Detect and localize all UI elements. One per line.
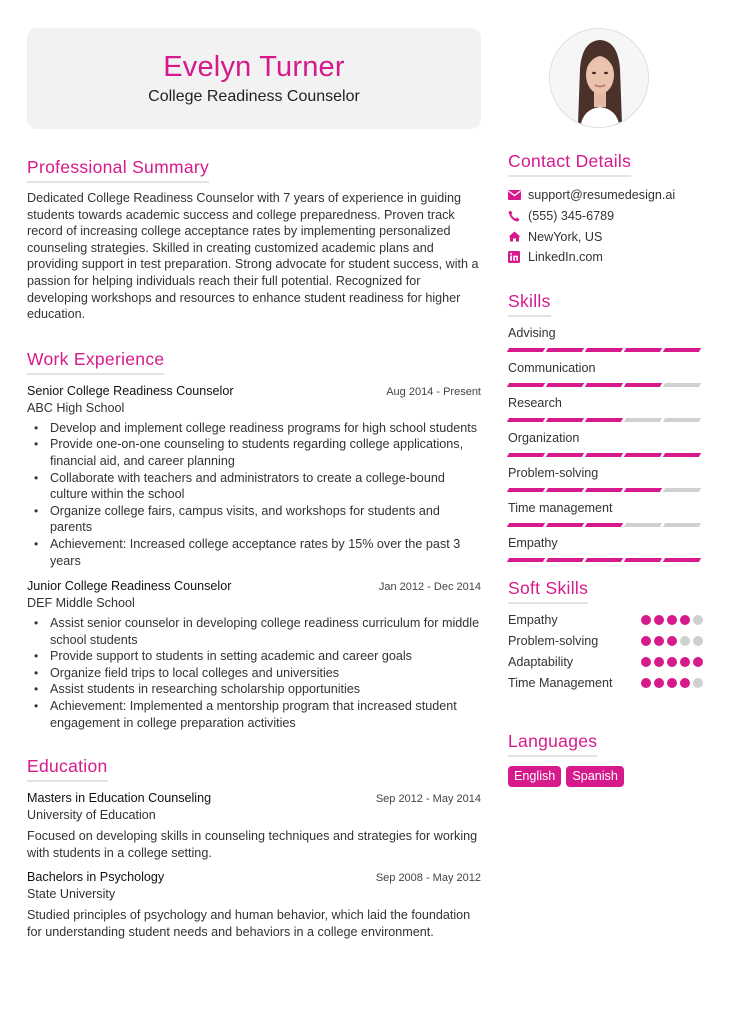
degree-title: Bachelors in Psychology [27, 870, 165, 885]
rating-dot-empty [693, 678, 703, 688]
skill-segment-filled [507, 453, 545, 457]
education-entry [27, 790, 481, 861]
skill-segment-filled [585, 383, 623, 387]
bullet-item: • Provide support to students in setting academic and career goals [27, 648, 481, 665]
contact-phone-text: (555) 345-6789 [528, 209, 615, 224]
degree-title: Masters in Education Counseling [27, 791, 212, 806]
soft-skill-item [508, 673, 703, 694]
degree-description: Focused on developing skills in counseling techniques and strategies for working with students in a college setting. [27, 829, 478, 860]
skill-segment-filled [507, 558, 545, 562]
job-entry-date: Jan 2012 - Dec 2014 [378, 581, 481, 594]
soft-skill-name: Time Management [508, 676, 613, 691]
skill-level-bar [508, 418, 703, 423]
job-title: College Readiness Counselor [148, 88, 360, 105]
skill-segment-filled [585, 453, 623, 457]
skill-segment-filled [546, 348, 584, 352]
contact-email[interactable] [508, 185, 703, 206]
soft-skill-rating [641, 678, 703, 688]
contact-linkedin-text: LinkedIn.com [528, 250, 603, 265]
skill-segment-filled [546, 383, 584, 387]
skill-name: Time management [508, 500, 613, 515]
bullet-item: • Achievement: Implemented a mentorship program that increased student engagement in college preparation activities [27, 698, 481, 731]
section-heading: Education [27, 755, 108, 782]
languages-section [508, 730, 703, 787]
skill-item [508, 430, 703, 458]
skill-level-bar [508, 523, 703, 528]
linkedin-icon [508, 251, 528, 263]
skill-item [508, 535, 703, 563]
summary-text: Dedicated College Readiness Counselor with 7 years of experience in guiding students towards academic success and college preparedness. Proven track record of increasing college acceptance rates by implementing personalized counseling strategies. Skilled in creating customized academic plans and providing support in test preparation. Strong advocate for student success, with a passion for helping individuals reach their full potential. Recognized for developing workshops and resources to enhance student readiness for higher education. [27, 191, 479, 322]
rating-dot-filled [641, 615, 651, 625]
degree-date: Sep 2012 - May 2014 [375, 793, 481, 806]
skill-name: Advising [508, 325, 556, 340]
language-badge: English [508, 766, 561, 787]
skill-segment-filled [624, 558, 662, 562]
education-entry [27, 869, 481, 940]
header-card [27, 28, 481, 129]
contact-email-text: support@resumedesign.ai [528, 188, 676, 203]
bullet-item: • Achievement: Increased college acceptance rates by 15% over the past 3 years [27, 536, 481, 569]
main-column [27, 156, 481, 941]
rating-dot-filled [654, 615, 664, 625]
skill-segment-filled [663, 558, 701, 562]
job-entry-title: Senior College Readiness Counselor [27, 383, 234, 398]
soft-skill-rating [641, 615, 703, 625]
bullet-item: • Assist senior counselor in developing college readiness curriculum for middle school students [27, 615, 481, 648]
rating-dot-filled [641, 678, 651, 688]
soft-skill-rating [641, 657, 703, 667]
skill-item [508, 360, 703, 388]
skill-name: Empathy [508, 535, 558, 550]
section-heading: Professional Summary [27, 156, 209, 183]
skill-segment-filled [507, 523, 545, 527]
skill-segment-filled [585, 418, 623, 422]
rating-dot-filled [654, 636, 664, 646]
degree-date: Sep 2008 - May 2012 [375, 872, 481, 885]
skill-item [508, 395, 703, 423]
rating-dot-filled [693, 657, 703, 667]
skill-item [508, 325, 703, 353]
soft-skill-item [508, 610, 703, 631]
rating-dot-empty [680, 636, 690, 646]
soft-skill-name: Adaptability [508, 655, 574, 670]
language-badge: Spanish [566, 766, 624, 787]
job-entry [27, 383, 481, 569]
profile-photo [549, 28, 649, 128]
contact-location [508, 226, 703, 247]
skill-segment-filled [585, 488, 623, 492]
skill-segment-filled [546, 418, 584, 422]
skill-segment-filled [507, 348, 545, 352]
skill-segment-filled [546, 453, 584, 457]
skill-segment-empty [624, 418, 662, 422]
skill-segment-filled [507, 488, 545, 492]
skill-segment-filled [546, 558, 584, 562]
skill-segment-filled [624, 488, 662, 492]
skill-level-bar [508, 488, 703, 493]
skill-segment-filled [663, 348, 701, 352]
skill-level-bar [508, 383, 703, 388]
education-section [27, 755, 481, 940]
skill-segment-filled [624, 453, 662, 457]
soft-skill-name: Empathy [508, 613, 558, 628]
skill-segment-filled [546, 488, 584, 492]
soft-skill-name: Problem-solving [508, 634, 599, 649]
contact-phone[interactable] [508, 206, 703, 227]
bullet-item: • Organize college fairs, campus visits, and workshops for students and parents [27, 503, 481, 536]
skill-segment-empty [663, 383, 701, 387]
rating-dot-filled [667, 657, 677, 667]
bullet-item: • Develop and implement college readiness programs for high school students [27, 420, 481, 437]
job-entry-date: Aug 2014 - Present [386, 385, 481, 398]
skill-segment-filled [585, 558, 623, 562]
rating-dot-filled [667, 615, 677, 625]
skill-item [508, 465, 703, 493]
contact-linkedin[interactable] [508, 247, 703, 268]
skill-segment-empty [624, 523, 662, 527]
rating-dot-filled [667, 678, 677, 688]
job-bullets [27, 420, 481, 569]
summary-section [27, 156, 481, 323]
skill-name: Research [508, 395, 562, 410]
job-entry [27, 578, 481, 731]
job-entry-title: Junior College Readiness Counselor [27, 579, 232, 594]
soft-skills-section [508, 577, 703, 694]
skill-segment-filled [546, 523, 584, 527]
rating-dot-filled [654, 657, 664, 667]
skill-name: Organization [508, 430, 580, 445]
bullet-item: • Assist students in researching scholarship opportunities [27, 681, 481, 698]
school-name: University of Education [27, 808, 156, 823]
section-heading: Languages [508, 730, 597, 757]
rating-dot-filled [680, 615, 690, 625]
section-heading: Skills [508, 290, 551, 317]
skill-segment-empty [663, 523, 701, 527]
rating-dot-filled [680, 678, 690, 688]
section-heading: Work Experience [27, 348, 164, 375]
skill-level-bar [508, 348, 703, 353]
skill-segment-filled [507, 418, 545, 422]
contact-section [508, 150, 703, 268]
soft-skill-item [508, 652, 703, 673]
soft-skill-rating [641, 636, 703, 646]
bullet-item: • Organize field trips to local colleges and universities [27, 665, 481, 682]
rating-dot-empty [693, 636, 703, 646]
skills-section [508, 290, 703, 563]
skill-segment-filled [507, 383, 545, 387]
rating-dot-filled [680, 657, 690, 667]
skill-segment-filled [624, 383, 662, 387]
job-entry-org: ABC High School [27, 400, 125, 415]
skill-segment-empty [663, 488, 701, 492]
rating-dot-filled [654, 678, 664, 688]
skill-name: Problem-solving [508, 465, 599, 480]
skill-segment-filled [624, 348, 662, 352]
sidebar-column [508, 150, 703, 787]
skill-segment-empty [663, 418, 701, 422]
bullet-item: • Provide one-on-one counseling to students regarding college applications, financial aid, and career planning [27, 436, 481, 469]
rating-dot-empty [693, 615, 703, 625]
skill-segment-filled [663, 453, 701, 457]
skill-item [508, 500, 703, 528]
rating-dot-filled [641, 636, 651, 646]
job-bullets [27, 615, 481, 731]
contact-location-text: NewYork, US [528, 229, 603, 244]
section-heading: Soft Skills [508, 577, 588, 604]
envelope-icon [508, 190, 528, 200]
section-heading: Contact Details [508, 150, 631, 177]
job-entry-org: DEF Middle School [27, 596, 135, 611]
soft-skill-item [508, 631, 703, 652]
skill-name: Communication [508, 360, 596, 375]
rating-dot-filled [641, 657, 651, 667]
school-name: State University [27, 887, 116, 902]
skill-segment-filled [585, 348, 623, 352]
skill-level-bar [508, 558, 703, 563]
skill-segment-filled [585, 523, 623, 527]
home-icon [508, 231, 528, 242]
avatar-portrait-icon [550, 29, 649, 128]
degree-description: Studied principles of psychology and human behavior, which laid the foundation for understanding student needs and behaviors in a college environment. [27, 908, 471, 940]
skill-level-bar [508, 453, 703, 458]
rating-dot-filled [667, 636, 677, 646]
experience-section [27, 348, 481, 732]
phone-icon [508, 210, 528, 222]
bullet-item: • Collaborate with teachers and administrators to create a college-bound culture within the school [27, 470, 481, 503]
candidate-name: Evelyn Turner [163, 51, 345, 83]
